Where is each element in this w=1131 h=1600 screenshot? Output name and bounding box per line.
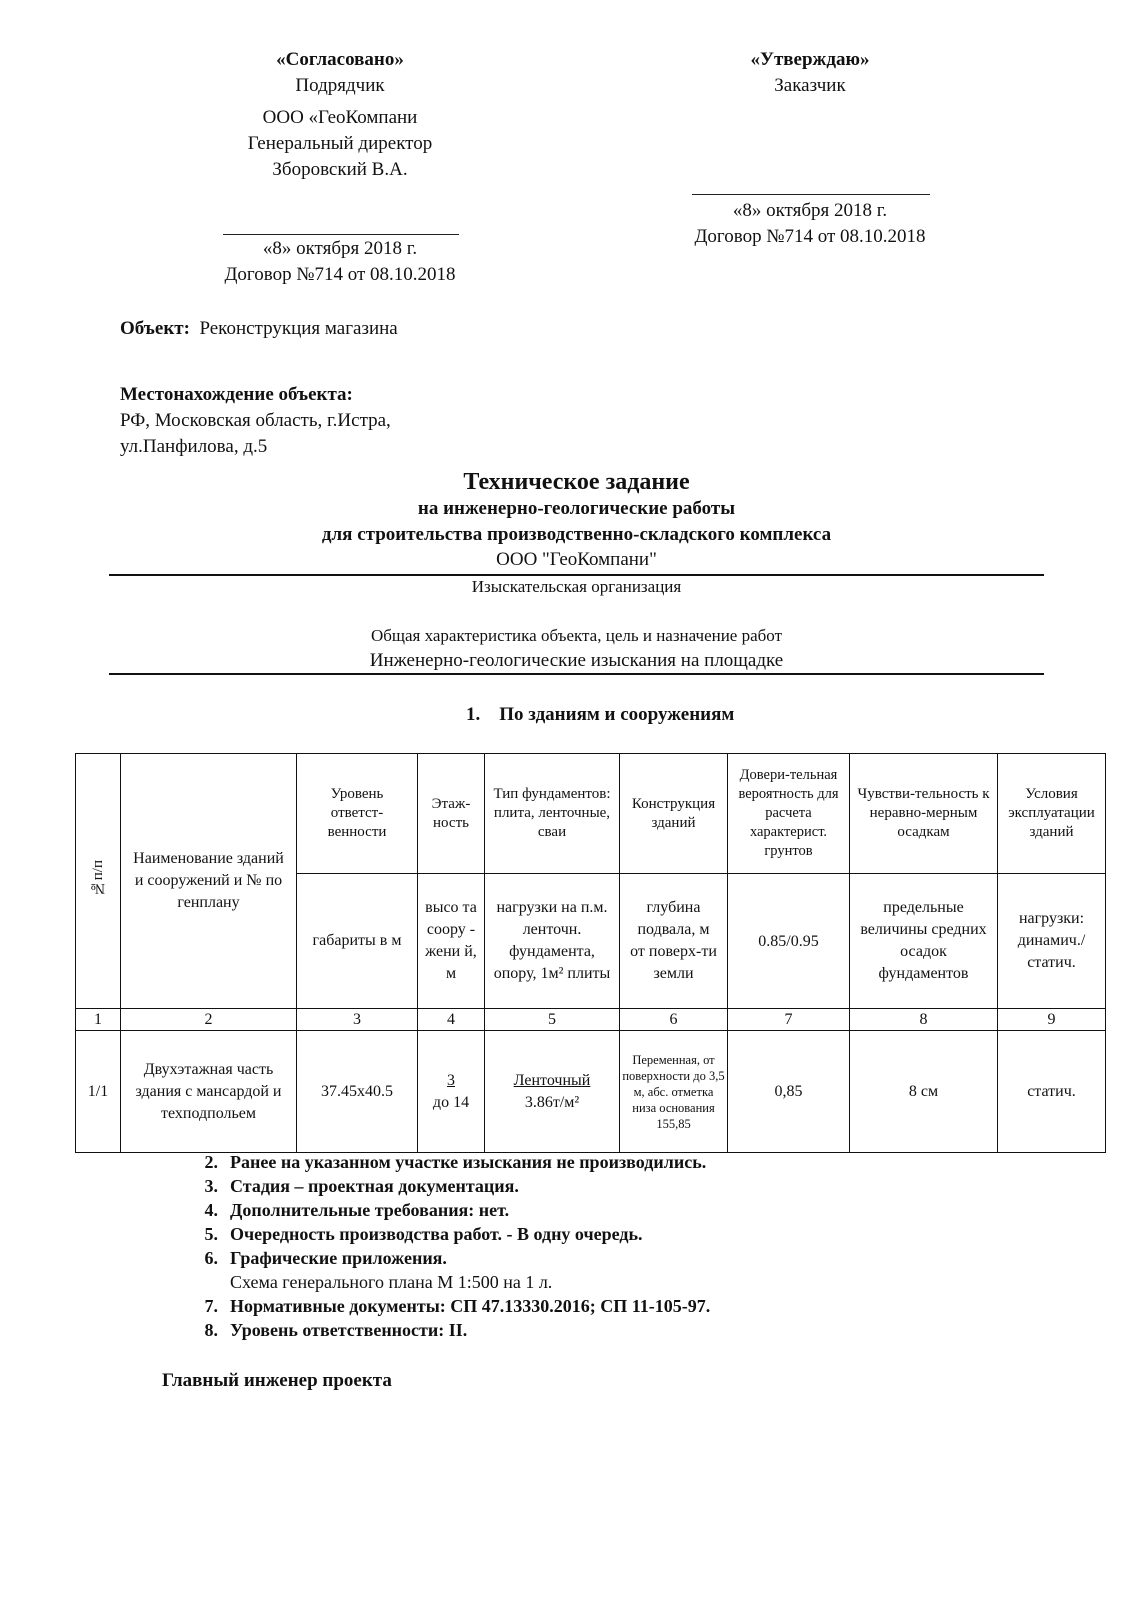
head-conditions: Условия эксплуатации зданий <box>998 754 1106 874</box>
item-text: Стадия – проектная документация. <box>230 1176 519 1196</box>
head-load-type: нагрузки: динамич./ статич. <box>998 874 1106 1009</box>
section-1-heading <box>466 702 734 728</box>
section-1-title: По зданиям и сооружениям <box>499 704 735 725</box>
item-number: 6. <box>204 1248 218 1268</box>
item-text: Нормативные документы: СП 47.13330.2016; СП 11-105-97. <box>230 1296 711 1316</box>
head-level: Уровень ответст-венности <box>297 754 418 874</box>
head-settlement-limits: предельные величины средних осадок фундаментов <box>850 874 998 1009</box>
head-num: №п/п <box>89 859 106 897</box>
item-text: Очередность производства работ. - В одну очередь. <box>230 1224 643 1244</box>
list-item <box>190 1198 710 1222</box>
buildings-table <box>75 753 1106 1153</box>
list-item <box>190 1150 710 1174</box>
col-number: 9 <box>998 1009 1106 1031</box>
head-height: высо та соору - жени й, м <box>418 874 485 1009</box>
item-number: 5. <box>204 1224 218 1244</box>
col-number: 5 <box>485 1009 620 1031</box>
row-conditions: статич. <box>998 1031 1106 1153</box>
row-foundation-load: 3.86т/м² <box>524 1093 580 1111</box>
approval-left <box>190 47 490 183</box>
item-number: 4. <box>204 1200 218 1220</box>
approval-right-contract: Договор №714 от 08.10.2018 <box>694 226 926 247</box>
item-text: Ранее на указанном участке изыскания не производились. <box>230 1152 707 1172</box>
col-number: 6 <box>620 1009 728 1031</box>
list-item <box>190 1246 710 1294</box>
general-rule <box>109 673 1044 675</box>
approval-right-date: «8» октября 2018 г. <box>732 200 888 221</box>
approval-left-signature-line <box>223 234 459 235</box>
item-text: Уровень ответственности: II. <box>230 1320 468 1340</box>
requirements-list <box>190 1150 710 1342</box>
row-floors: 3 <box>447 1071 455 1089</box>
item-number: 3. <box>204 1176 218 1196</box>
section-1-number: 1. <box>466 704 481 725</box>
row-foundation-cell <box>485 1031 620 1153</box>
col-number: 2 <box>121 1009 297 1031</box>
head-name: Наименование зданий и сооружений и № по генплану <box>121 754 297 1009</box>
row-construction: Переменная, от поверхности до 3,5 м, абс. отметка низа основания 155,85 <box>620 1031 728 1153</box>
approval-right-signature-line <box>692 194 930 195</box>
approval-right-title: «Утверждаю» <box>750 49 870 70</box>
head-sensitivity: Чувстви-тельность к неравно-мерным осадкам <box>850 754 998 874</box>
head-loads: нагрузки на п.м. ленточн. фундамента, опору, 1м² плиты <box>485 874 620 1009</box>
col-number: 7 <box>728 1009 850 1031</box>
doc-title: Техническое задание <box>463 469 690 495</box>
item-text: Графические приложения. <box>230 1248 447 1268</box>
head-probability: Довери-тельная вероятность для расчета характерист. грунтов <box>728 754 850 874</box>
head-foundation: Тип фундаментов: плита, ленточные, сваи <box>485 754 620 874</box>
approval-right-role: Заказчик <box>774 75 846 96</box>
general-value: Инженерно-геологические изыскания на площадке <box>369 650 784 671</box>
list-item <box>190 1174 710 1198</box>
row-foundation-type: Ленточный <box>513 1071 591 1089</box>
row-sensitivity: 8 см <box>850 1031 998 1153</box>
doc-subtitle-2: для строительства производственно-складского комплекса <box>321 524 832 545</box>
survey-org-name: ООО "ГеоКомпани" <box>496 549 657 570</box>
col-number: 4 <box>418 1009 485 1031</box>
head-dimensions: габариты в м <box>297 874 418 1009</box>
head-num-cell <box>76 754 121 1009</box>
item-number: 8. <box>204 1320 218 1340</box>
approval-left-position: Генеральный директор <box>247 133 433 154</box>
row-height: до 14 <box>432 1093 470 1111</box>
approval-left-date-block <box>190 236 490 288</box>
list-item <box>190 1318 710 1342</box>
approval-left-role: Подрядчик <box>295 75 385 96</box>
head-floors: Этаж-ность <box>418 754 485 874</box>
row-floors-cell <box>418 1031 485 1153</box>
row-probability: 0,85 <box>728 1031 850 1153</box>
head-probability-value: 0.85/0.95 <box>728 874 850 1009</box>
table-head-row-1 <box>76 754 1106 874</box>
list-item <box>190 1294 710 1318</box>
approval-right-date-block <box>660 198 960 250</box>
approval-left-contract: Договор №714 от 08.10.2018 <box>224 264 456 285</box>
item-number: 2. <box>204 1152 218 1172</box>
col-number: 8 <box>850 1009 998 1031</box>
row-num: 1/1 <box>76 1031 121 1153</box>
col-number: 3 <box>297 1009 418 1031</box>
doc-subtitle-1: на инженерно-геологические работы <box>417 498 736 519</box>
item-subtext: Схема генерального плана М 1:500 на 1 л. <box>230 1272 553 1292</box>
general-caption: Общая характеристика объекта, цель и назначение работ <box>370 626 783 645</box>
approval-left-title: «Согласовано» <box>276 49 404 70</box>
col-number: 1 <box>76 1009 121 1031</box>
approval-left-date: «8» октября 2018 г. <box>262 238 418 259</box>
object-value: Реконструкция магазина <box>199 318 398 339</box>
list-item <box>190 1222 710 1246</box>
head-construction: Конструкция зданий <box>620 754 728 874</box>
table-row <box>76 1031 1106 1153</box>
location-label: Местонахождение объекта: <box>120 384 353 405</box>
location-line1: РФ, Московская область, г.Истра, <box>120 410 391 431</box>
object-line <box>120 316 398 342</box>
location-block <box>120 382 391 460</box>
item-text: Дополнительные требования: нет. <box>230 1200 510 1220</box>
approval-left-person: Зборовский В.А. <box>272 159 408 180</box>
location-line2: ул.Панфилова, д.5 <box>120 436 268 457</box>
chief-engineer-label: Главный инженер проекта <box>162 1370 392 1391</box>
item-number: 7. <box>204 1296 218 1316</box>
object-label: Объект: <box>120 318 190 339</box>
survey-org-caption: Изыскательская организация <box>471 577 682 596</box>
head-basement-depth: глубина подвала, м от поверх-ти земли <box>620 874 728 1009</box>
row-dimensions: 37.45х40.5 <box>297 1031 418 1153</box>
table-col-numbers <box>76 1009 1106 1031</box>
approval-left-org: ООО «ГеоКомпани <box>262 107 418 128</box>
row-name: Двухэтажная часть здания с мансардой и техподпольем <box>121 1031 297 1153</box>
approval-right <box>660 47 960 99</box>
